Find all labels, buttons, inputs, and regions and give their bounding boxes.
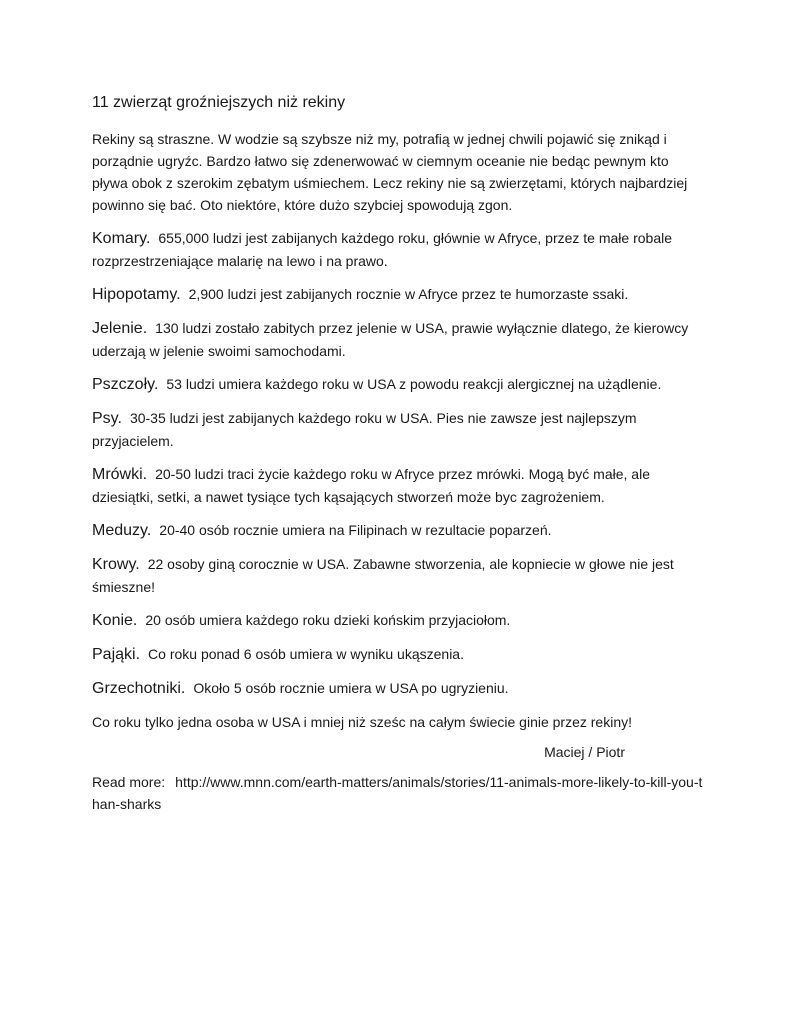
read-more-line	[92, 771, 707, 815]
animal-entry-komary	[92, 227, 707, 272]
animal-entry-psy	[92, 407, 707, 452]
animal-entry-mrowki	[92, 463, 707, 508]
animal-name: Psy.	[92, 410, 122, 427]
animal-list	[92, 227, 707, 700]
document-page	[92, 92, 707, 815]
animal-description: 130 ludzi zostało zabitych przez jelenie w USA, prawie wyłącznie dlatego, że kierowcy uderzają w jelenie swoimi samochodami.	[92, 320, 689, 359]
animal-name: Krowy.	[92, 556, 140, 573]
animal-entry-pajaki	[92, 643, 707, 666]
animal-entry-pszczoly	[92, 373, 707, 396]
animal-entry-hipopotamy	[92, 283, 707, 306]
animal-description: 20-40 osób rocznie umiera na Filipinach w rezultacie poparzeń.	[159, 522, 552, 538]
animal-entry-konie	[92, 609, 707, 632]
animal-name: Pająki.	[92, 646, 141, 663]
read-more-link[interactable]: http://www.mnn.com/earth-matters/animals/stories/11-animals-more-likely-to-kill-you-than-sharks	[92, 774, 703, 812]
animal-name: Komary.	[92, 230, 151, 247]
animal-description: Co roku ponad 6 osób umiera w wyniku ukąszenia.	[148, 646, 464, 662]
animal-description: 20 osób umiera każdego roku dzieki końskim przyjaciołom.	[145, 612, 511, 628]
closing-paragraph: Co roku tylko jedna osoba w USA i mniej niż sześc na całym świecie ginie przez rekiny!	[92, 714, 633, 730]
animal-description: 2,900 ludzi jest zabijanych rocznie w Afryce przez te humorzaste ssaki.	[188, 286, 629, 302]
animal-description: 22 osoby giną corocznie w USA. Zabawne stworzenia, ale kopniecie w głowe nie jest śmieszne!	[92, 556, 674, 595]
animal-name: Hipopotamy.	[92, 286, 181, 303]
animal-name: Konie.	[92, 612, 138, 629]
animal-description: 655,000 ludzi jest zabijanych każdego roku, głównie w Afryce, przez te małe robale rozprzestrzeniające malarię na lewo i na prawo.	[92, 230, 673, 269]
read-more-label: Read more:	[92, 774, 166, 790]
animal-entry-grzechotniki	[92, 677, 707, 700]
animal-name: Pszczoły.	[92, 376, 159, 393]
animal-entry-meduzy	[92, 519, 707, 542]
animal-description: 30-35 ludzi jest zabijanych każdego roku w USA. Pies nie zawsze jest najlepszym przyjacielem.	[92, 410, 637, 449]
animal-entry-krowy	[92, 553, 707, 598]
author-signature: Maciej / Piotr	[544, 744, 625, 760]
animal-name: Grzechotniki.	[92, 680, 186, 697]
document-title: 11 zwierząt groźniejszych niż rekiny	[92, 94, 346, 111]
animal-entry-jelenie	[92, 317, 707, 362]
intro-paragraph: Rekiny są straszne. W wodzie są szybsze niż my, potrafią w jednej chwili pojawić się znikąd i porządnie ugryźc. Bardzo łatwo się zdenerwować w ciemnym oceanie nie bedąc pewnym kto pływa obok z szerokim zębatym uśmiechem. Lecz rekiny nie są zwierzętami, których najbardziej powinno się bać. Oto niektóre, które dużo szybciej spowodują zgon.	[92, 131, 688, 213]
animal-name: Jelenie.	[92, 320, 148, 337]
animal-description: Około 5 osób rocznie umiera w USA po ugryzieniu.	[193, 680, 509, 696]
animal-description: 20-50 ludzi traci życie każdego roku w Afryce przez mrówki. Mogą być małe, ale dziesiątki, setki, a nawet tysiące tych kąsających stworzeń może byc zagrożeniem.	[92, 466, 650, 505]
animal-description: 53 ludzi umiera każdego roku w USA z powodu reakcji alergicznej na użądlenie.	[166, 376, 662, 392]
animal-name: Mrówki.	[92, 466, 148, 483]
animal-name: Meduzy.	[92, 522, 152, 539]
